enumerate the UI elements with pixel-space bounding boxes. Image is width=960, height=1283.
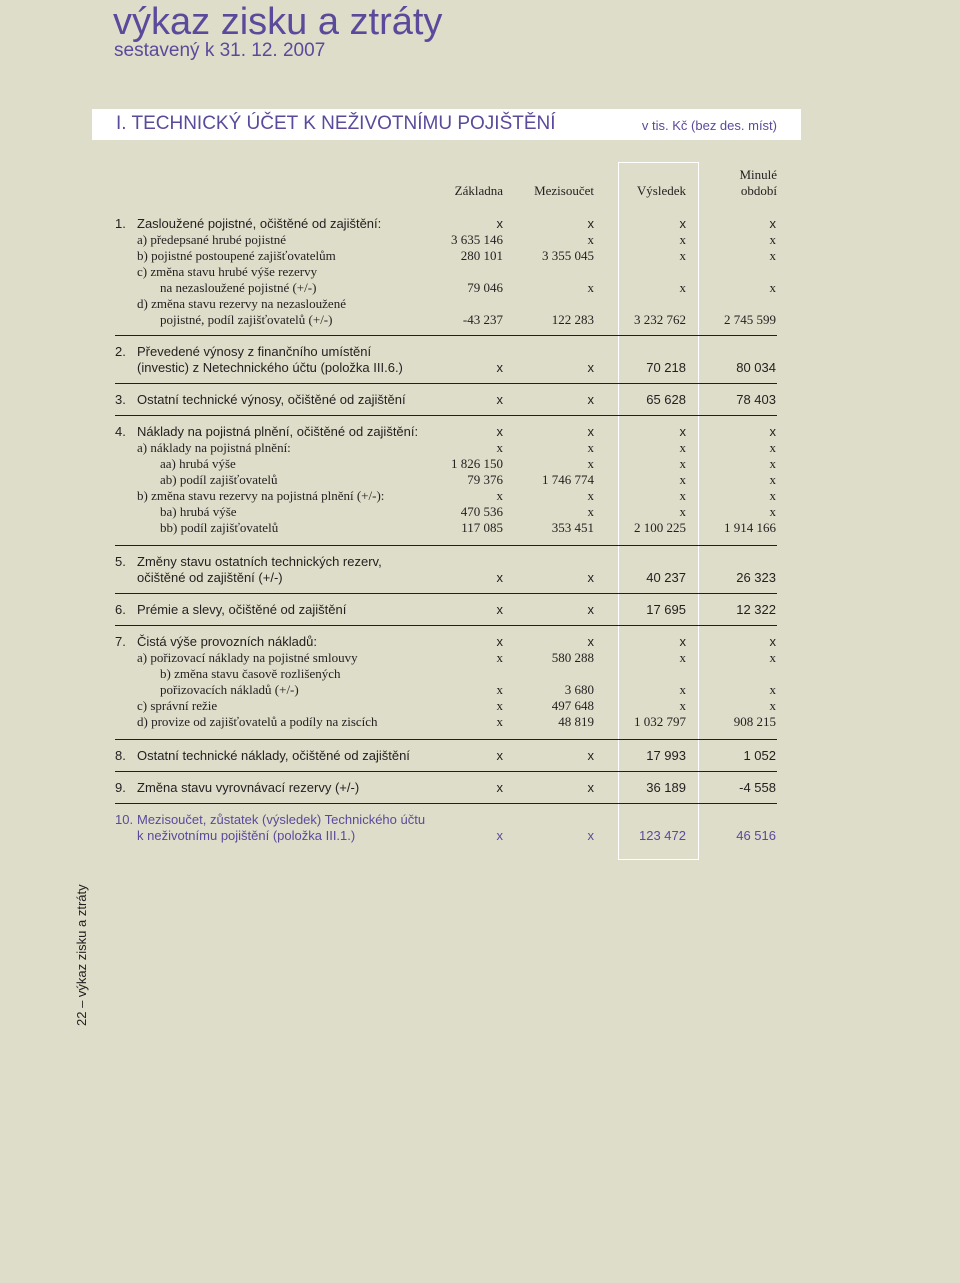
cell-c2: x [587,360,594,375]
cell-c1: -43 237 [462,312,503,327]
cell-c1: x [496,392,503,407]
row-label: aa) hrubá výše [160,456,236,471]
cell-c3: x [679,472,686,487]
header-minule-line2: období [740,183,777,198]
row-label: d) provize od zajišťovatelů a podíly na ziscích [137,714,378,729]
cell-c4: x [769,698,776,713]
cell-c4: x [769,488,776,503]
cell-c1: x [496,440,503,455]
row-label: pořizovacích nákladů (+/-) [160,682,299,697]
row-number: 5. [115,554,126,569]
cell-c3: x [679,248,686,263]
row-label: Prémie a slevy, očištěné od zajištění [137,602,347,617]
row-label: Mezisoučet, zůstatek (výsledek) Technického účtu [137,812,426,827]
cell-c4: -4 558 [739,780,776,795]
cell-c2: x [587,504,594,519]
cell-c3: 3 232 762 [634,312,686,327]
cell-c2: x [587,424,594,439]
cell-c4: 78 403 [736,392,776,407]
row-label: Změny stavu ostatních technických rezerv, [137,554,382,569]
cell-c3: x [679,650,686,665]
cell-c4: 12 322 [736,602,776,617]
row-label: ba) hrubá výše [160,504,237,519]
cell-c1: 117 085 [461,520,503,535]
row-label: Čistá výše provozních nákladů: [137,634,317,649]
cell-c1: 3 635 146 [451,232,503,247]
cell-c2: 3 355 045 [542,248,594,263]
cell-c2: x [587,216,594,231]
cell-c3: 17 993 [646,748,686,763]
cell-c2: x [587,780,594,795]
row-label: b) změna stavu časově rozlišených [160,666,341,681]
cell-c3: x [679,232,686,247]
cell-c4: x [769,248,776,263]
row-label: na nezasloužené pojistné (+/-) [160,280,317,295]
cell-c3: 17 695 [646,602,686,617]
row-label: d) změna stavu rezervy na nezasloužené [137,296,346,311]
cell-c4: x [769,216,776,231]
cell-c3: x [679,456,686,471]
cell-c4: x [769,456,776,471]
cell-c4: 908 215 [733,714,776,729]
row-number: 1. [115,216,126,231]
cell-c2: x [587,570,594,585]
row-label: Změna stavu vyrovnávací rezervy (+/-) [137,780,360,795]
cell-c1: x [496,570,503,585]
cell-c1: 470 536 [460,504,503,519]
section-divider [115,383,777,384]
cell-c4: 80 034 [736,360,776,375]
cell-c3: x [679,440,686,455]
section-title: I. TECHNICKÝ ÚČET K NEŽIVOTNÍMU POJIŠTĚNÍ [116,113,556,134]
cell-c2: x [587,634,594,649]
unit-note: v tis. Kč (bez des. míst) [641,118,777,133]
cell-c4: 46 516 [736,828,776,843]
cell-c1: x [496,424,503,439]
cell-c3: 40 237 [646,570,686,585]
page-number-label: 22 – výkaz zisku a ztráty [74,884,89,1026]
cell-c1: x [496,828,503,843]
cell-c3: x [679,698,686,713]
cell-c1: x [496,360,503,375]
row-label: b) pojistné postoupené zajišťovatelům [137,248,336,263]
row-label: a) předepsané hrubé pojistné [137,232,287,247]
cell-c1: x [496,488,503,503]
cell-c4: x [769,424,776,439]
cell-c4: x [769,472,776,487]
section-divider [115,545,777,546]
row-label: k neživotnímu pojištění (položka III.1.) [137,828,356,843]
cell-c3: 2 100 225 [634,520,686,535]
cell-c2: 48 819 [558,714,594,729]
page-subtitle: sestavený k 31. 12. 2007 [114,40,326,61]
cell-c2: x [587,488,594,503]
cell-c1: x [496,602,503,617]
section-divider [115,415,777,416]
cell-c2: 1 746 774 [542,472,594,487]
row-label: ab) podíl zajišťovatelů [160,472,278,487]
cell-c4: 1 914 166 [724,520,776,535]
cell-c3: x [679,504,686,519]
cell-c3: 65 628 [646,392,686,407]
cell-c4: x [769,650,776,665]
row-label: (investic) z Netechnického účtu (položka III.6.) [137,360,403,375]
row-label: a) pořizovací náklady na pojistné smlouvy [137,650,358,665]
section-divider [115,771,777,772]
cell-c2: 497 648 [551,698,594,713]
page-footer-vertical [52,860,89,1030]
cell-c3: x [679,216,686,231]
row-label: c) změna stavu hrubé výše rezervy [137,264,318,279]
header-vysledek: Výsledek [636,183,686,198]
cell-c1: x [496,216,503,231]
cell-c1: x [496,634,503,649]
cell-c3: 123 472 [639,828,686,843]
page-title: výkaz zisku a ztráty [113,1,443,43]
cell-c4: x [769,280,776,295]
cell-c2: x [587,232,594,247]
row-label: očištěné od zajištění (+/-) [137,570,283,585]
row-label: bb) podíl zajišťovatelů [160,520,279,535]
section-divider [115,803,777,804]
row-label: b) změna stavu rezervy na pojistná plnění (+/-): [137,488,385,503]
cell-c2: x [587,280,594,295]
cell-c2: x [587,440,594,455]
cell-c4: x [769,232,776,247]
section-divider [115,625,777,626]
cell-c3: x [679,280,686,295]
cell-c3: 70 218 [646,360,686,375]
cell-c3: x [679,488,686,503]
cell-c1: x [496,714,503,729]
cell-c3: x [679,424,686,439]
row-label: c) správní režie [137,698,218,713]
cell-c2: x [587,456,594,471]
row-number: 9. [115,780,126,795]
section-divider [115,593,777,594]
row-number: 6. [115,602,126,617]
cell-c1: 79 046 [467,280,503,295]
cell-c1: x [496,698,503,713]
row-label: Zasloužené pojistné, očištěné od zajištění: [137,216,382,231]
header-mezisoucet: Mezisoučet [534,183,594,198]
row-label: Ostatní technické výnosy, očištěné od zajištění [137,392,406,407]
row-number: 4. [115,424,126,439]
cell-c1: 280 101 [460,248,503,263]
cell-c4: 2 745 599 [724,312,776,327]
cell-c1: x [496,780,503,795]
cell-c2: 580 288 [551,650,594,665]
row-number: 7. [115,634,126,649]
cell-c3: 36 189 [646,780,686,795]
cell-c2: x [587,602,594,617]
cell-c2: 353 451 [551,520,594,535]
cell-c1: x [496,650,503,665]
cell-c4: 26 323 [736,570,776,585]
cell-c2: 122 283 [551,312,594,327]
cell-c1: 79 376 [467,472,503,487]
cell-c3: 1 032 797 [634,714,686,729]
cell-c1: x [496,682,503,697]
row-label: pojistné, podíl zajišťovatelů (+/-) [160,312,333,327]
cell-c4: x [769,504,776,519]
row-number: 8. [115,748,126,763]
row-label: Náklady na pojistná plnění, očištěné od zajištění: [137,424,419,439]
row-label: a) náklady na pojistná plnění: [137,440,291,455]
cell-c2: 3 680 [564,682,594,697]
cell-c2: x [587,748,594,763]
row-number: 10. [115,812,134,827]
section-divider [115,739,777,740]
section-divider [115,335,777,336]
row-number: 2. [115,344,126,359]
cell-c1: 1 826 150 [451,456,503,471]
row-label: Převedené výnosy z finančního umístění [137,344,372,359]
cell-c4: 1 052 [743,748,776,763]
cell-c4: x [769,634,776,649]
cell-c2: x [587,392,594,407]
section-banner [92,109,801,140]
header-minule-line1: Minulé [739,167,777,182]
cell-c4: x [769,682,776,697]
row-label: Ostatní technické náklady, očištěné od zajištění [137,748,410,763]
cell-c3: x [679,682,686,697]
row-number: 3. [115,392,126,407]
cell-c3: x [679,634,686,649]
cell-c4: x [769,440,776,455]
cell-c2: x [587,828,594,843]
header-zakladna: Základna [454,183,503,198]
cell-c1: x [496,748,503,763]
